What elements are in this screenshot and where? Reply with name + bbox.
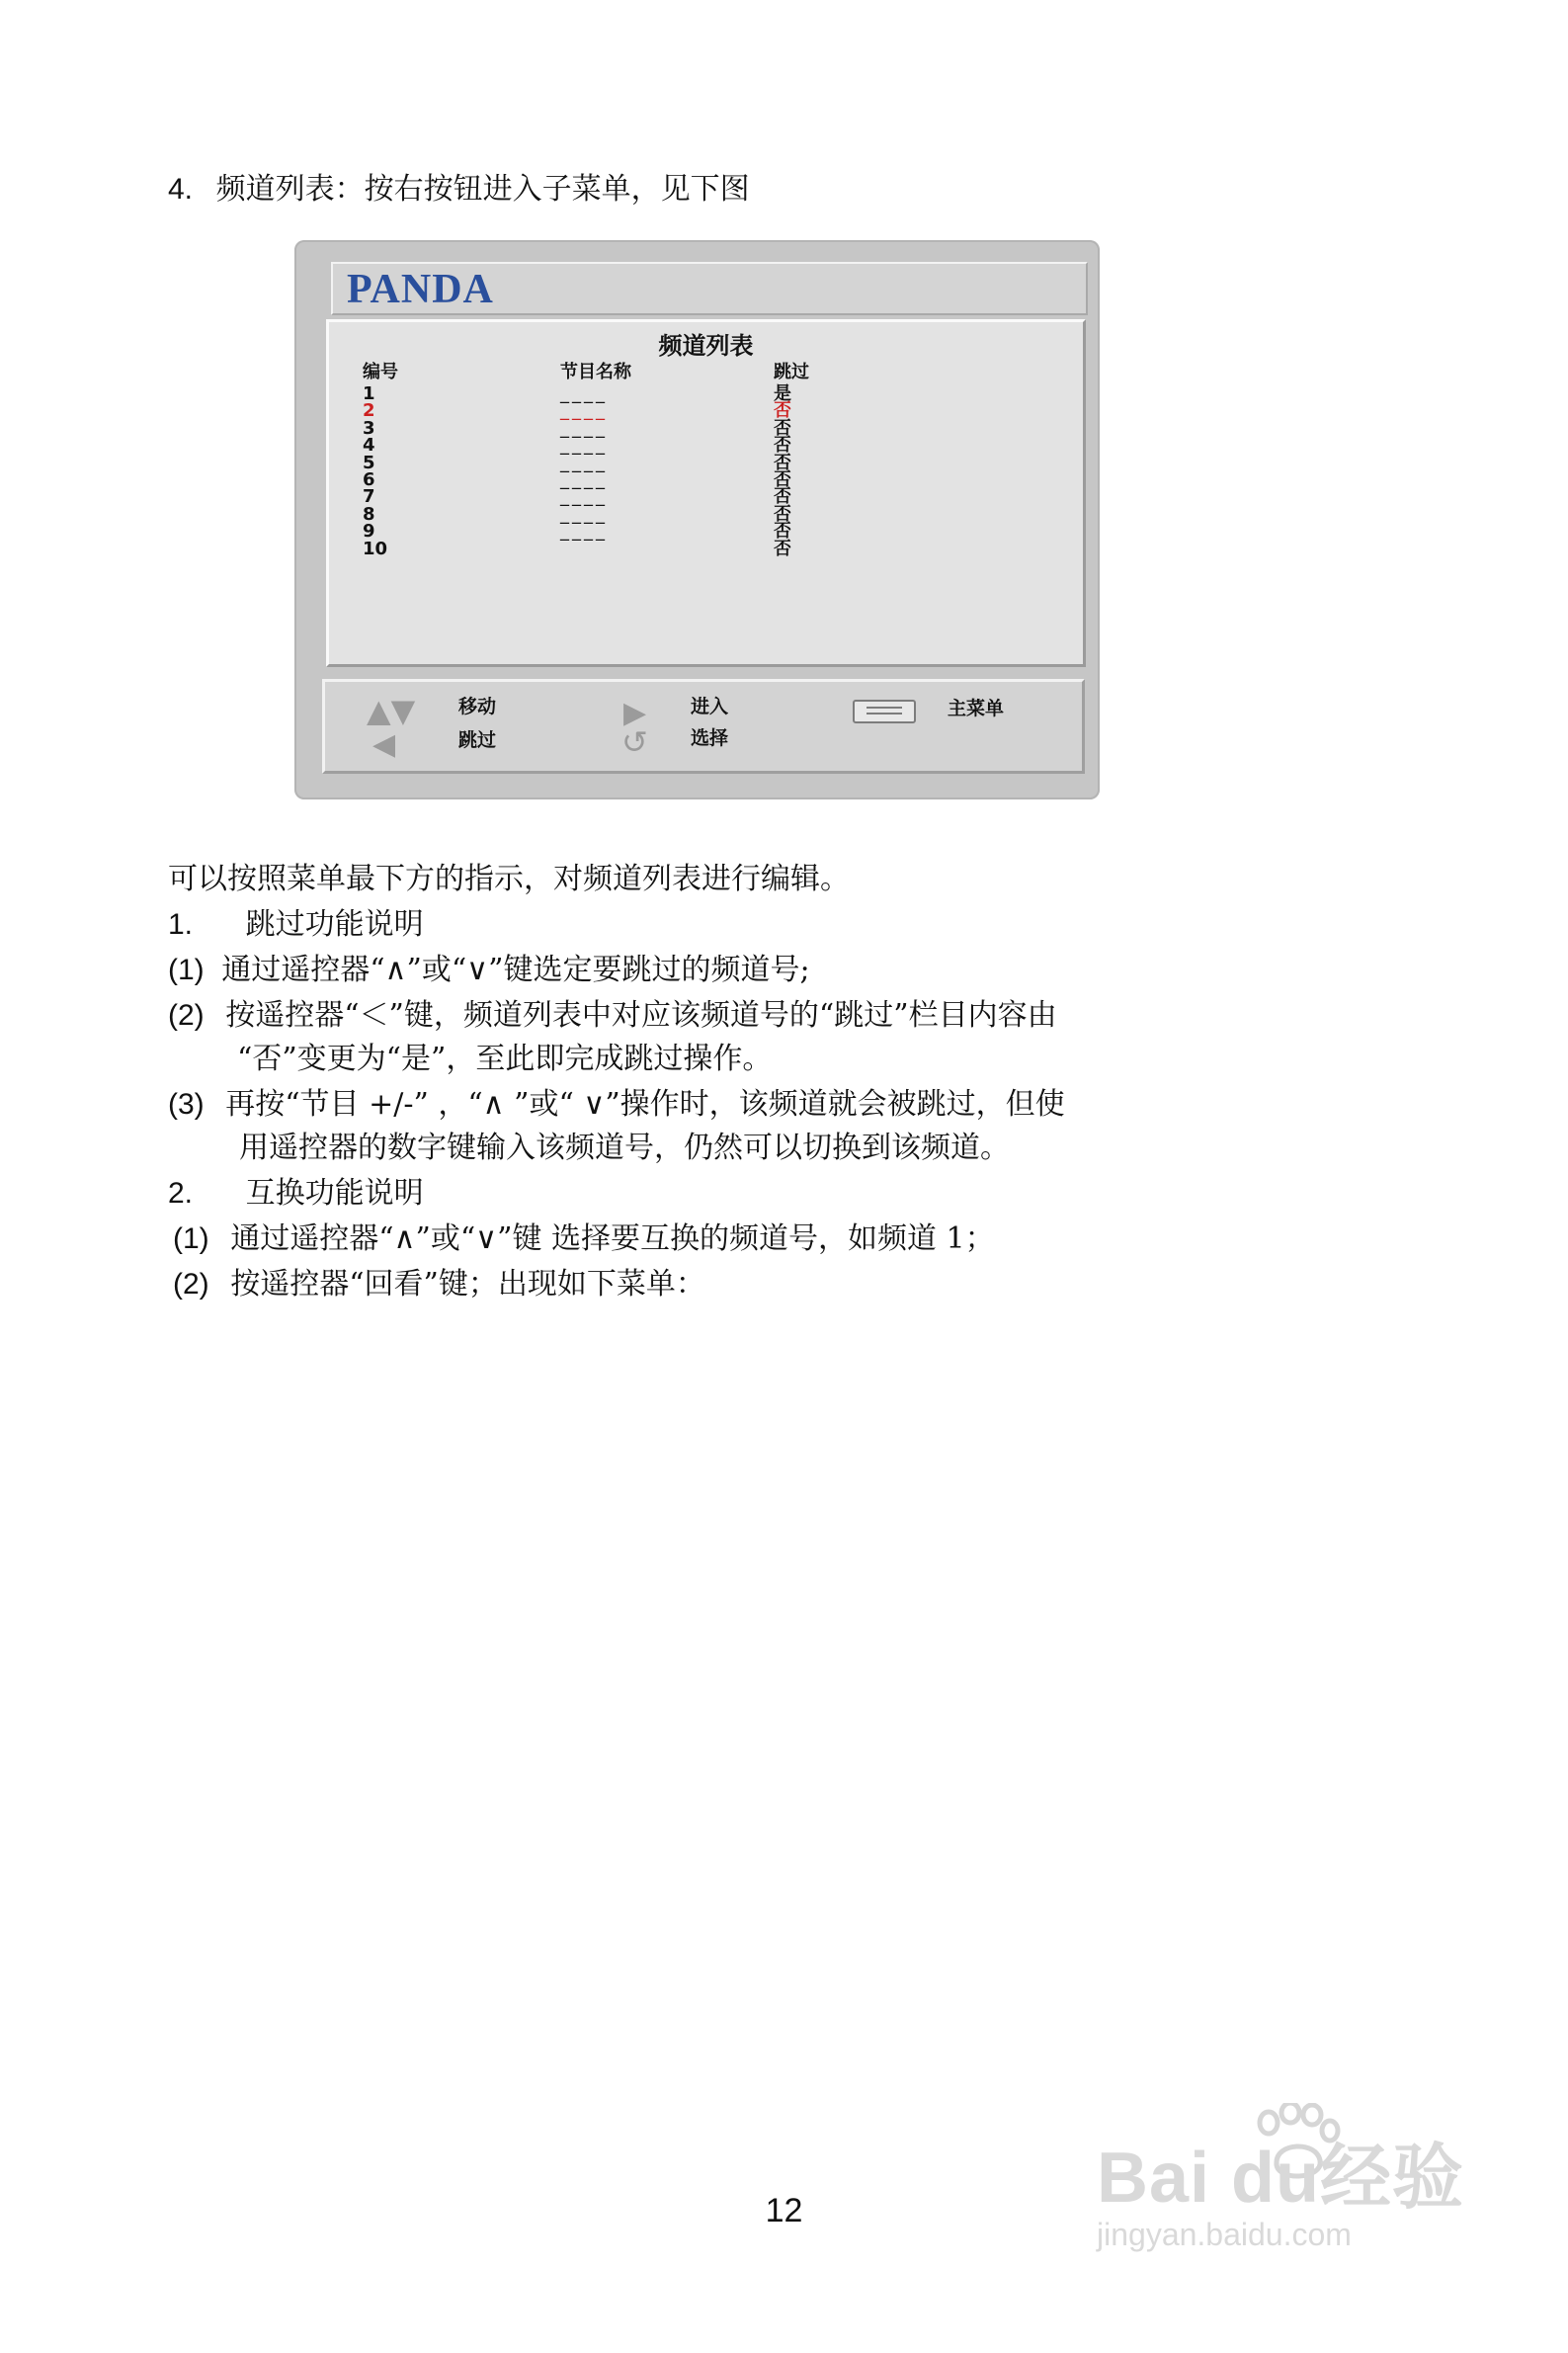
section-2-number: 2. [168,1177,194,1210]
channel-name: ____ [560,383,608,404]
channel-skip: 否 [774,400,791,422]
item-number: (1) [168,954,205,986]
channel-name: ____ [560,417,608,439]
item-number: (2) [173,1268,209,1301]
intro-text: 频道列表：按右按钮进入子菜单，见下图 [215,172,750,207]
channel-skip: 否 [774,469,791,490]
channel-skip: 否 [774,452,791,473]
channel-list-screenshot [294,240,1100,799]
channel-name: ____ [560,486,608,508]
help-move-label: 移动 [458,696,497,717]
logo-bar [331,262,1088,315]
channel-name: ____ [560,400,608,422]
help-enter-label: 进入 [691,696,729,717]
channel-number: 5 [363,452,375,473]
channel-number: 8 [363,503,375,525]
section-2-item-1 [173,1218,995,1261]
help-select-label: 选择 [691,727,729,749]
channel-name: ____ [560,503,608,525]
watermark-url: jingyan.baidu.com [1097,2217,1352,2252]
intro-line [168,168,750,211]
intro-number: 4. [168,173,194,206]
channel-name: ____ [560,452,608,473]
rotate-icon: ↺ [621,723,648,761]
page-number: 12 [765,2192,803,2229]
section-1-item-2-cont: “否”变更为“是”，至此即完成跳过操作。 [237,1042,773,1076]
section-1-item-3 [168,1083,1065,1127]
left-arrow-icon: ◀ [372,727,396,762]
item-text: 按遥控器“回看”键；出现如下菜单： [230,1267,705,1302]
panda-logo: PANDA [347,267,494,312]
item-number: (1) [173,1222,209,1255]
channel-number: 9 [363,521,375,543]
channel-skip: 否 [774,521,791,543]
channel-skip: 是 [774,383,791,404]
item-text: 通过遥控器“∧”或“∨”键 选择要互换的频道号，如频道 1； [230,1221,995,1256]
item-number: (3) [168,1088,205,1121]
channel-number: 4 [363,435,375,457]
item-text: 通过遥控器“∧”或“∨”键选定要跳过的频道号; [221,953,810,987]
channel-number: 1 [363,383,375,404]
channel-name: ____ [560,469,608,490]
item-text: 再按“节目 +/-” ，“∧ ”或“ ∨”操作时，该频道就会被跳过，但使 [225,1087,1065,1122]
right-arrow-icon: ▶ [623,696,647,730]
baidu-watermark [1097,2120,1464,2253]
section-1-number: 1. [168,908,194,941]
section-1-item-3-cont: 用遥控器的数字键输入该频道号，仍然可以切换到该频道。 [239,1131,1010,1165]
up-down-arrows-icon: ▲▼ [367,692,416,729]
channel-list-panel [326,319,1086,667]
header-skip: 跳过 [774,362,809,382]
channel-number: 10 [363,538,388,559]
item-number: (2) [168,999,205,1032]
section-1-item-1 [168,949,810,992]
channel-number: 7 [363,486,375,508]
channel-name: ____ [560,521,608,543]
section-1-heading [168,903,424,947]
section-2-heading [168,1172,424,1216]
section-1-title: 跳过功能说明 [245,907,424,942]
section-2-title: 互换功能说明 [245,1176,424,1211]
item-text: 按遥控器“＜”键，频道列表中对应该频道号的“跳过”栏目内容由 [225,998,1057,1033]
help-bar [322,679,1085,774]
channel-list-title: 频道列表 [658,332,754,360]
header-number: 编号 [363,362,398,382]
watermark-brand: Bai du经验 [1097,2139,1465,2218]
channel-number: 3 [363,417,375,439]
channel-skip: 否 [774,435,791,457]
section-2-item-2 [173,1263,705,1306]
channel-skip: 否 [774,538,791,559]
menu-icon [853,700,916,723]
channel-number: 6 [363,469,375,490]
channel-skip: 否 [774,486,791,508]
channel-skip: 否 [774,503,791,525]
channel-name: ____ [560,435,608,457]
channel-number: 2 [363,400,375,422]
help-skip-label: 跳过 [458,729,497,751]
channel-skip: 否 [774,417,791,439]
help-main-menu-label: 主菜单 [948,698,1005,719]
section-1-item-2 [168,994,1057,1038]
header-program-name: 节目名称 [560,362,631,382]
paragraph-intro: 可以按照菜单最下方的指示，对频道列表进行编辑。 [168,862,850,896]
